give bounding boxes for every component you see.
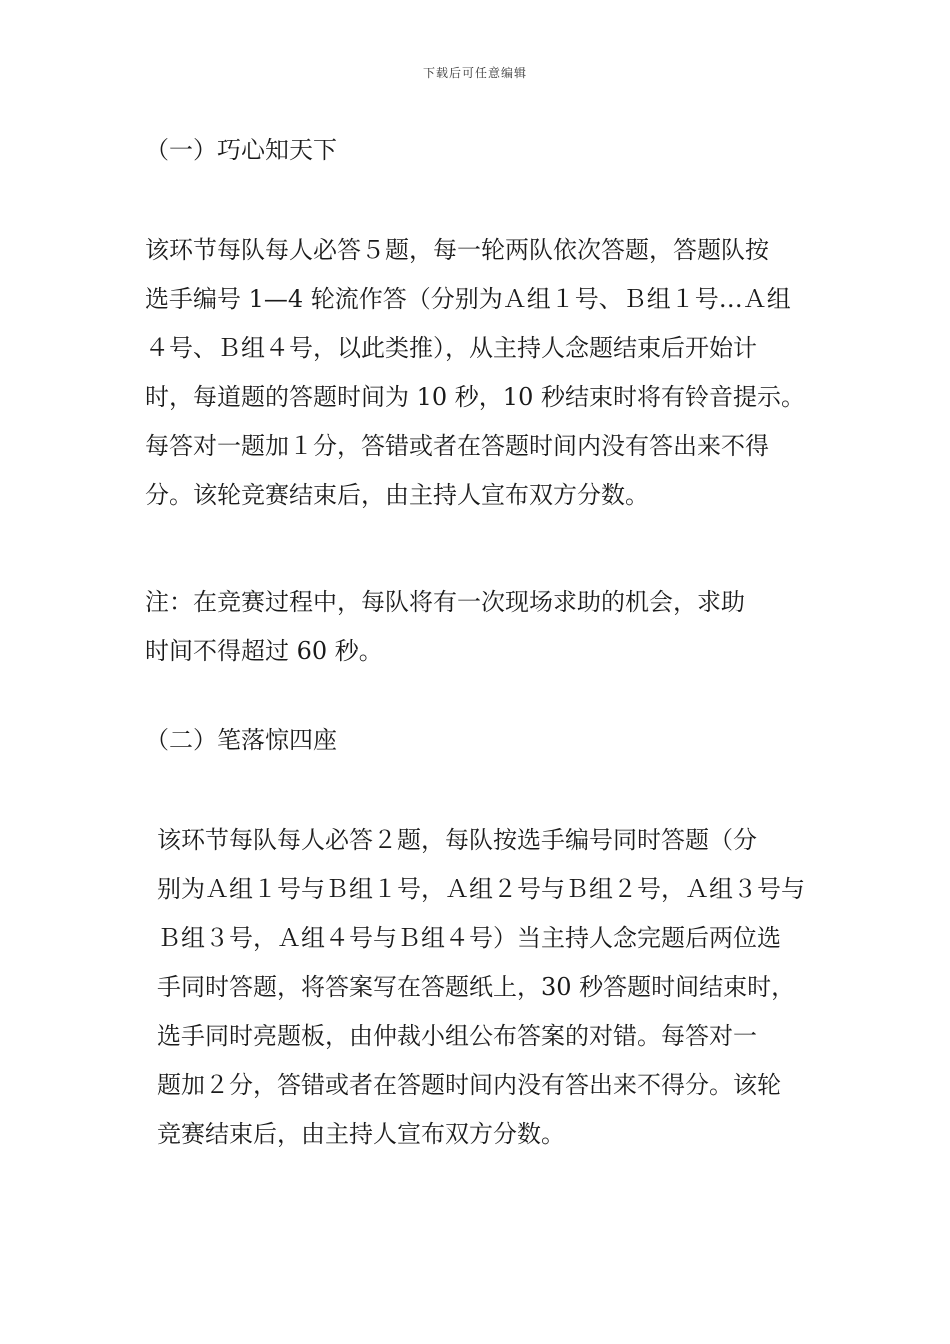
- paragraph-line: 别为Ａ组１号与Ｂ组１号，Ａ组２号与Ｂ组２号，Ａ组３号与: [157, 875, 805, 903]
- paragraph-line: 选手同时亮题板，由仲裁小组公布答案的对错。每答对一: [157, 1022, 757, 1050]
- section-quiz-round-2: [145, 722, 825, 1217]
- page-header-note: 下载后可任意编辑: [422, 66, 527, 80]
- paragraph-line: 分。该轮竞赛结束后，由主持人宣布双方分数。: [145, 481, 649, 509]
- paragraph-line: 每答对一题加１分，答错或者在答题时间内没有答出来不得: [145, 432, 769, 460]
- paragraph-line: 该环节每队每人必答５题，每一轮两队依次答题，答题队按: [145, 236, 769, 264]
- section-paragraph: [145, 816, 825, 1159]
- section-note: [145, 578, 825, 676]
- paragraph-line: 题加２分，答错或者在答题时间内没有答出来不得分。该轮: [157, 1071, 781, 1099]
- section-paragraph: [145, 226, 825, 520]
- paragraph-line: Ｂ组３号，Ａ组４号与Ｂ组４号）当主持人念完题后两位选: [157, 924, 781, 952]
- section-title: （一）巧心知天下: [145, 136, 337, 164]
- section-title: （二）笔落惊四座: [145, 726, 337, 754]
- paragraph-line: 该环节每队每人必答２题，每队按选手编号同时答题（分: [157, 826, 757, 854]
- note-line: 时间不得超过 60 秒。: [145, 637, 383, 665]
- paragraph-line: ４号、Ｂ组４号，以此类推），从主持人念题结束后开始计: [145, 334, 757, 362]
- paragraph-line: 时，每道题的答题时间为 10 秒，10 秒结束时将有铃音提示。: [145, 383, 805, 411]
- section-quiz-round-1: [145, 132, 825, 734]
- paragraph-line: 选手编号 1—4 轮流作答（分别为Ａ组１号、Ｂ组１号…Ａ组: [145, 285, 791, 313]
- paragraph-line: 手同时答题，将答案写在答题纸上，30 秒答题时间结束时，: [157, 973, 796, 1001]
- paragraph-line: 竞赛结束后，由主持人宣布双方分数。: [157, 1120, 565, 1148]
- note-line: 注：在竞赛过程中，每队将有一次现场求助的机会，求助: [145, 588, 745, 616]
